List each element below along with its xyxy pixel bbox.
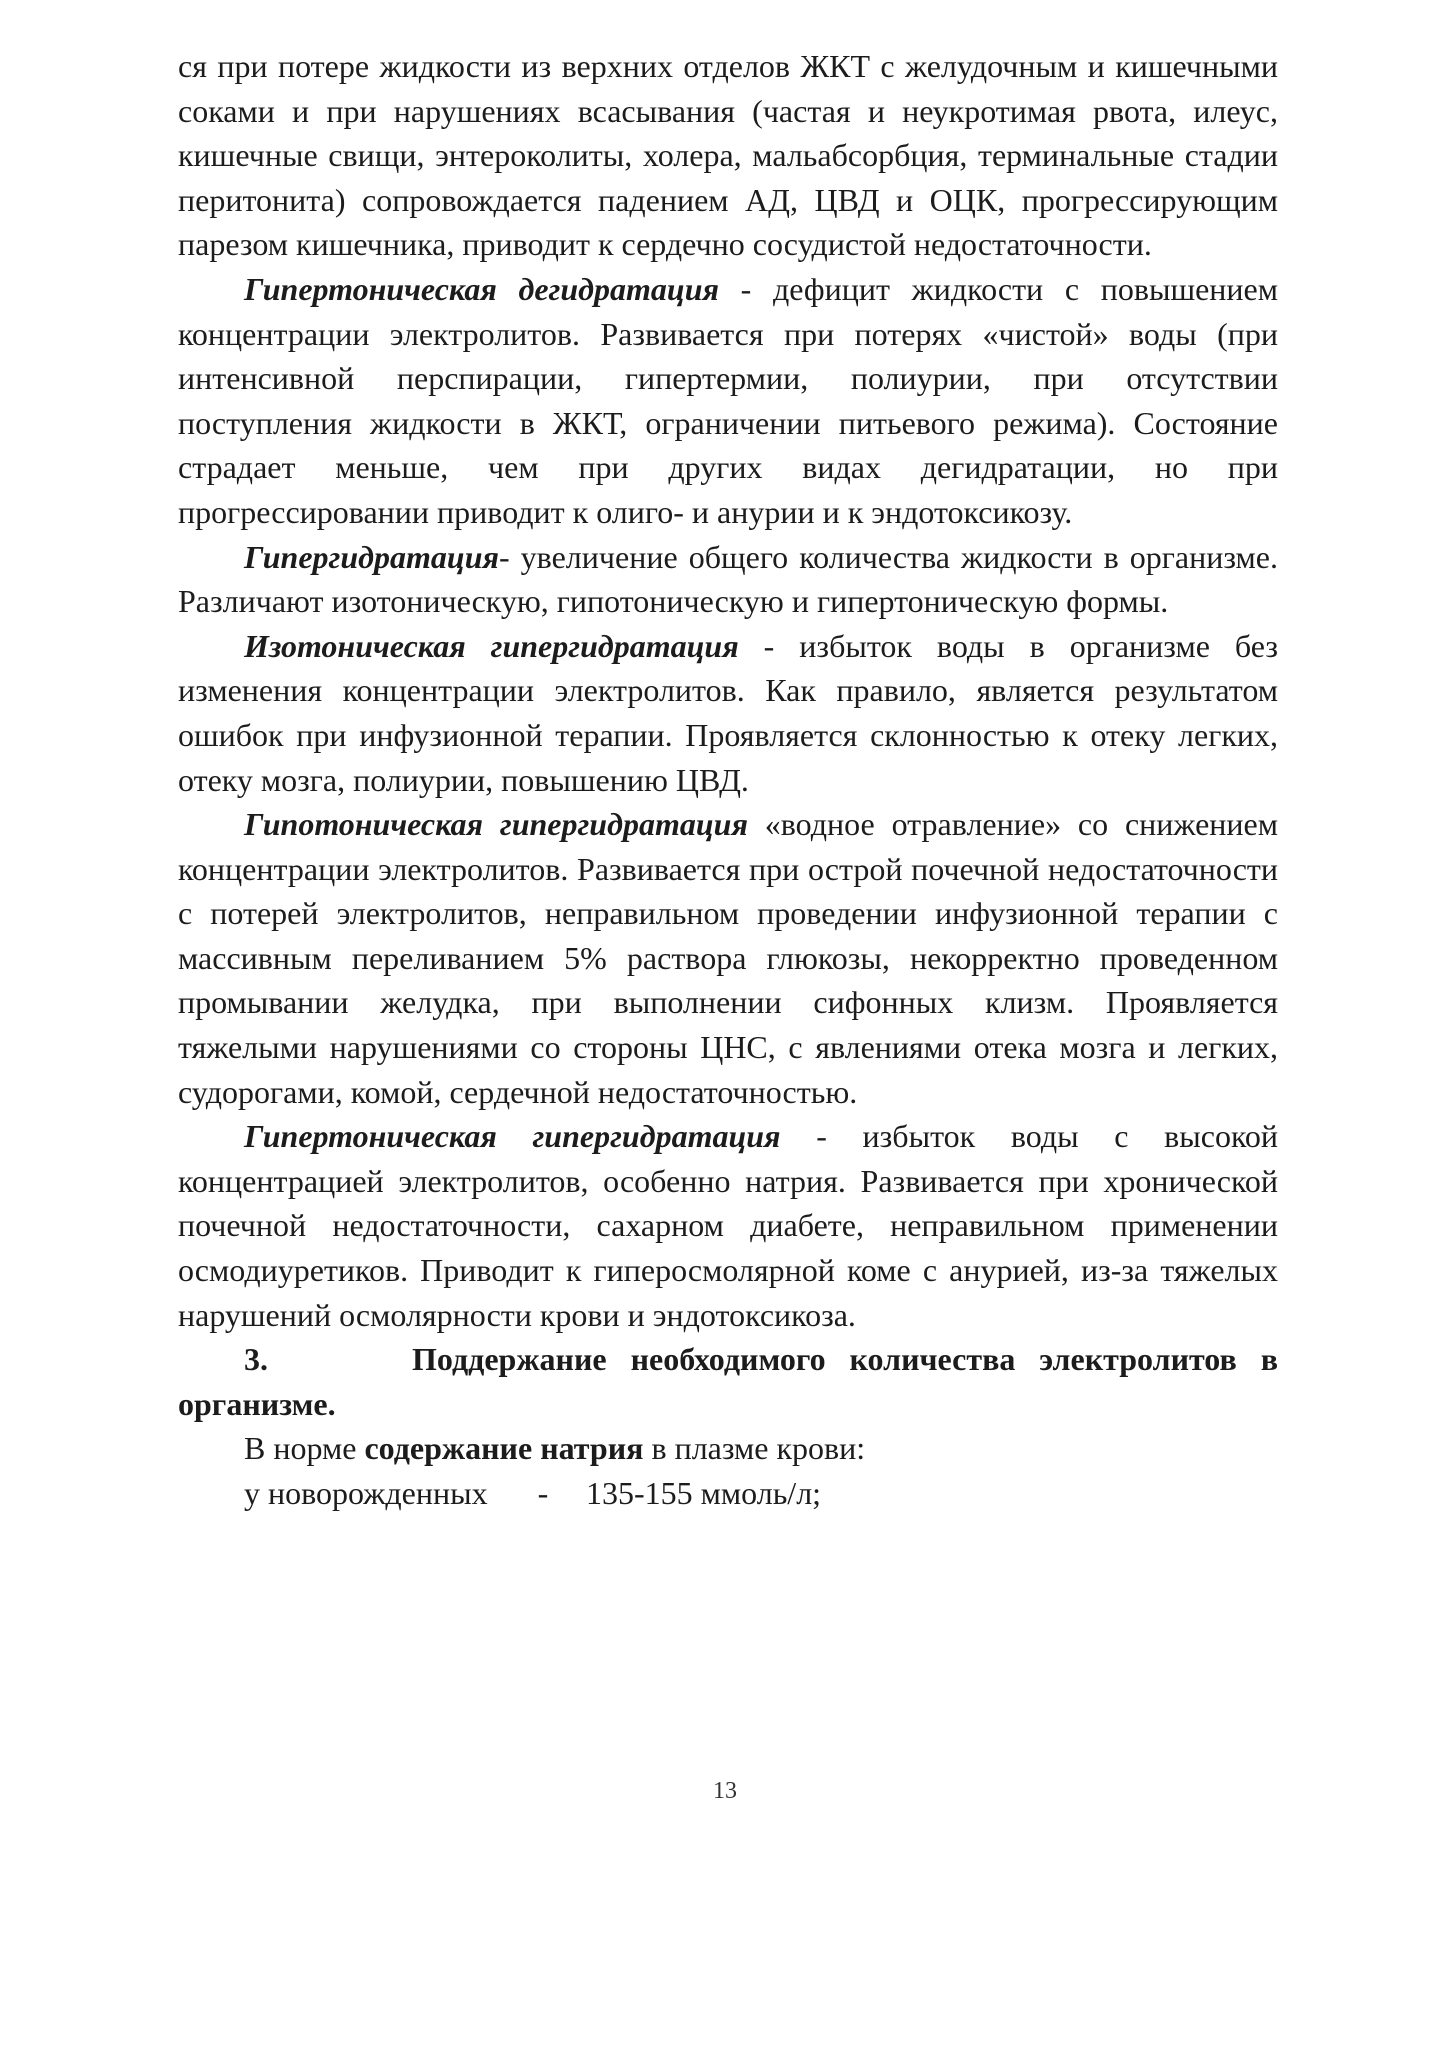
newborn-label-text: у новорожденных bbox=[244, 1475, 488, 1511]
newborn-dash: - bbox=[537, 1475, 549, 1511]
section-title: Поддержание необходимого количества электролитов в организме. bbox=[178, 1341, 1278, 1422]
newborn-value: 135-155 ммоль/л; bbox=[586, 1475, 822, 1511]
term-heading: Гипергидратация bbox=[244, 538, 499, 575]
paragraph-hyperhydration bbox=[178, 535, 1278, 624]
paragraph-text: «водное отравление» со снижением концентрации электролитов. Развивается при острой почечной недостаточности с потерей электролитов, неправильном проведении инфузионной терапии с массивным переливанием 5% раствора глюкозы, некорректно проведенном промывании желудка, при выполнении сифонных клизм. Проявляется тяжелыми нарушениями со стороны ЦНС, с явлениями отека мозга и легких, судорогами, комой, сердечной недостаточностью. bbox=[178, 806, 1278, 1110]
paragraph-hypotonic-hyperhydration bbox=[178, 802, 1278, 1114]
page-number: 13 bbox=[713, 1778, 737, 1804]
paragraph-isotonic-hyperhydration bbox=[178, 624, 1278, 802]
paragraph-continuation bbox=[178, 44, 1278, 267]
paragraph-text: - дефицит жидкости с повышением концентрации электролитов. Развивается при потерях «чистой» воды (при интенсивной перспирации, гипертермии, полиурии, при отсутствии поступления жидкости в ЖКТ, ограничении питьевого режима). Состояние страдает меньше, чем при других видах дегидратации, но при прогрессировании приводит к олиго- и анурии и к эндотоксикозу. bbox=[178, 270, 1279, 530]
norm-intro-bold: содержание натрия bbox=[364, 1430, 644, 1467]
paragraph-hypertonic-hyperhydration bbox=[178, 1114, 1278, 1337]
newborn-norm-row bbox=[178, 1471, 1278, 1516]
norm-intro bbox=[178, 1426, 1278, 1471]
paragraph-hypertonic-dehydration bbox=[178, 267, 1278, 535]
newborn-label bbox=[244, 1471, 586, 1516]
term-heading: Гипертоническая гипергидратация bbox=[244, 1118, 781, 1155]
term-heading: Гипотоническая гипергидратация bbox=[244, 806, 748, 843]
document-page bbox=[178, 44, 1278, 1516]
paragraph-text: - избыток воды в организме без изменения концентрации электролитов. Как правило, является результатом ошибок при инфузионной терапии. Проявляется склонностью к отеку легких, отеку мозга, полиурии, повышению ЦВД. bbox=[178, 627, 1278, 798]
paragraph-text: - увеличение общего количества жидкости в организме. Различают изотоническую, гипотоническую и гипертоническую формы. bbox=[178, 538, 1278, 620]
paragraph-text: ся при потере жидкости из верхних отделов ЖКТ с желудочным и кишечными соками и при нарушениях всасывания (частая и неукротимая рвота, илеус, кишечные свищи, энтероколиты, холера, мальабсорбция, терминальные стадии перитонита) сопровождается падением АД, ЦВД и ОЦК, прогрессирующим парезом кишечника, приводит к сердечно сосудистой недостаточности. bbox=[178, 48, 1278, 263]
section-number: 3. bbox=[244, 1341, 268, 1378]
norm-intro-after: в плазме крови: bbox=[643, 1430, 866, 1467]
section-heading bbox=[178, 1337, 1278, 1426]
paragraph-text: - избыток воды с высокой концентрацией электролитов, особенно натрия. Развивается при хронической почечной недостаточности, сахарном диабете, неправильном применении осмодиуретиков. Приводит к гиперосмолярной коме с анурией, из-за тяжелых нарушений осмолярности крови и эндотоксикоза. bbox=[178, 1118, 1279, 1333]
term-heading: Изотоническая гипергидратация bbox=[244, 627, 739, 664]
term-heading: Гипертоническая дегидратация bbox=[244, 270, 720, 307]
norm-intro-before: В норме bbox=[244, 1430, 365, 1467]
